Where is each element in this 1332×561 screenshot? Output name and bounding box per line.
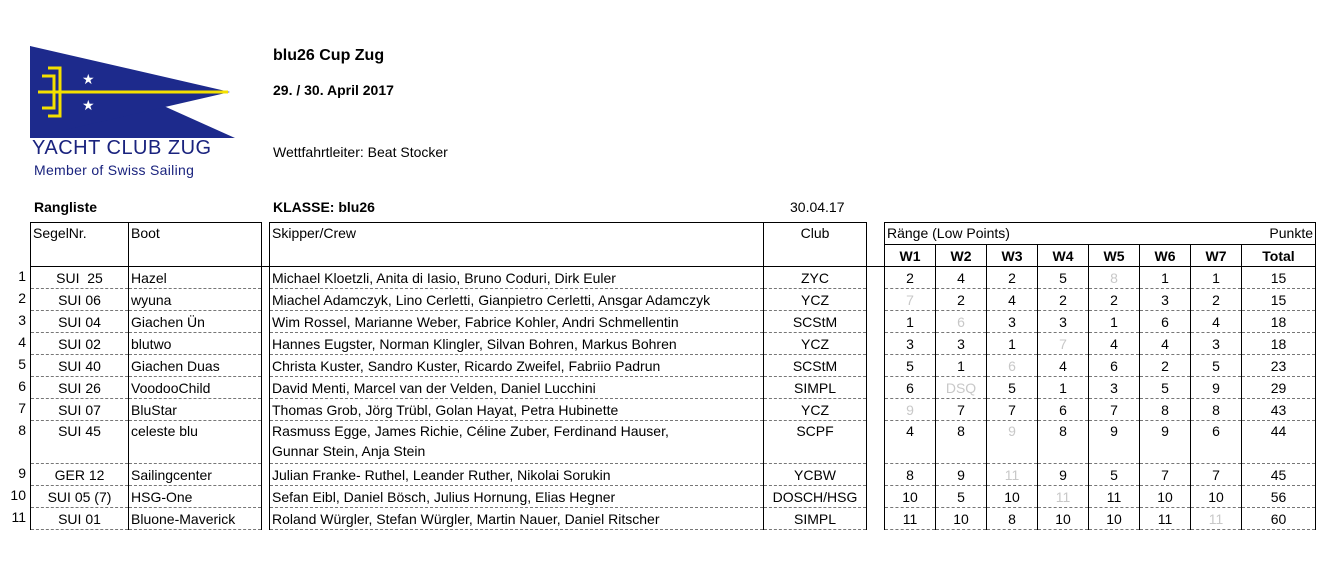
race-result: 4 [987, 289, 1038, 311]
col-header-club: Club [764, 223, 867, 267]
club: SIMPL [764, 508, 867, 530]
race-result: 1 [1191, 267, 1242, 289]
total-points: 44 [1242, 421, 1316, 464]
race-result: 3 [1089, 377, 1140, 399]
race-result: 9 [1089, 421, 1140, 464]
race-result: 6 [885, 377, 936, 399]
row-number: 1 [18, 267, 26, 284]
crew-line: Rasmuss Egge, James Richie, Céline Zuber, Ferdinand Hauser, [272, 423, 669, 439]
logo-subtitle: Member of Swiss Sailing [34, 162, 195, 178]
row-number: 4 [18, 333, 26, 350]
club: YCZ [764, 289, 867, 311]
race-result: 4 [1191, 311, 1242, 333]
race-officer: Wettfahrtleiter: Beat Stocker [273, 144, 448, 160]
crew [270, 399, 764, 421]
race-result: 10 [1089, 508, 1140, 530]
race-result: 3 [1140, 289, 1191, 311]
svg-text:★: ★ [82, 98, 95, 114]
race-result: 10 [1191, 486, 1242, 508]
boat-name: VoodooChild [129, 377, 262, 399]
race-result: 9 [1140, 421, 1191, 464]
race-result: 1 [1140, 267, 1191, 289]
col-header-w4: W4 [1038, 245, 1089, 267]
race-result: 10 [1140, 486, 1191, 508]
race-result: 8 [936, 421, 987, 464]
race-result: 11 [1089, 486, 1140, 508]
race-result: 6 [1191, 421, 1242, 464]
sail-number: SUI 45 [31, 421, 129, 464]
crew [270, 508, 764, 530]
race-result: 9 [936, 464, 987, 486]
yacht-club-logo [30, 46, 235, 138]
col-header-w3: W3 [987, 245, 1038, 267]
table-row [31, 377, 1316, 399]
col-header-w5: W5 [1089, 245, 1140, 267]
crew-line: Wim Rossel, Marianne Weber, Fabrice Kohler, Andri Schmellentin [272, 313, 679, 330]
race-result: 5 [1191, 355, 1242, 377]
row-number: 9 [18, 464, 26, 481]
race-result: 9 [1191, 377, 1242, 399]
race-result: 1 [936, 355, 987, 377]
total-points: 45 [1242, 464, 1316, 486]
sail-number: SUI 04 [31, 311, 129, 333]
race-result: 4 [1140, 333, 1191, 355]
col-header-w1: W1 [885, 245, 936, 267]
race-result: 10 [1038, 508, 1089, 530]
race-result: 2 [987, 267, 1038, 289]
club: SIMPL [764, 377, 867, 399]
total-points: 43 [1242, 399, 1316, 421]
total-points: 18 [1242, 311, 1316, 333]
crew-line: Michael Kloetzli, Anita di Iasio, Bruno Coduri, Dirk Euler [272, 269, 616, 286]
race-result: 4 [1089, 333, 1140, 355]
race-result: DSQ [936, 377, 987, 399]
crew [270, 355, 764, 377]
race-result: 8 [1089, 267, 1140, 289]
sail-number: SUI 01 [31, 508, 129, 530]
col-header-w6: W6 [1140, 245, 1191, 267]
col-header-punkte: Punkte [1242, 223, 1316, 245]
race-result: 7 [936, 399, 987, 421]
logo-club-name: YACHT CLUB ZUG [32, 137, 212, 159]
race-result: 5 [936, 486, 987, 508]
ranking-heading: Rangliste [34, 199, 98, 215]
race-result: 8 [987, 508, 1038, 530]
crew [270, 289, 764, 311]
class-heading: KLASSE: blu26 [273, 199, 375, 215]
race-result: 3 [885, 333, 936, 355]
crew-line: Gunnar Stein, Anja Stein [272, 443, 426, 459]
race-result: 2 [885, 267, 936, 289]
sail-number: SUI 05 (7) [31, 486, 129, 508]
crew-line: Christa Kuster, Sandro Kuster, Ricardo Zweifel, Fabriio Padrun [272, 357, 661, 374]
table-row [31, 333, 1316, 355]
boat-name: Bluone-Maverick [129, 508, 262, 530]
race-result: 9 [1038, 464, 1089, 486]
crew-line: Miachel Adamczyk, Lino Cerletti, Gianpietro Cerletti, Ansgar Adamczyk [272, 291, 711, 308]
total-points: 15 [1242, 267, 1316, 289]
race-result: 3 [1038, 311, 1089, 333]
race-result: 5 [987, 377, 1038, 399]
sail-number: SUI 07 [31, 399, 129, 421]
race-result: 6 [1140, 311, 1191, 333]
race-result: 11 [1191, 508, 1242, 530]
race-result: 7 [885, 289, 936, 311]
row-number: 7 [18, 399, 26, 416]
table-row [31, 464, 1316, 486]
total-points: 23 [1242, 355, 1316, 377]
race-result: 2 [1089, 289, 1140, 311]
club: DOSCH/HSG [764, 486, 867, 508]
boat-name: wyuna [129, 289, 262, 311]
club: SCStM [764, 311, 867, 333]
row-number: 3 [18, 311, 26, 328]
race-result: 7 [1140, 464, 1191, 486]
boat-name: BluStar [129, 399, 262, 421]
sail-number: SUI 06 [31, 289, 129, 311]
club: YCZ [764, 399, 867, 421]
race-result: 3 [1191, 333, 1242, 355]
row-number: 8 [18, 421, 26, 438]
race-result: 9 [885, 399, 936, 421]
crew [270, 267, 764, 289]
row-number: 5 [18, 355, 26, 372]
table-row [31, 289, 1316, 311]
club: ZYC [764, 267, 867, 289]
svg-text:★: ★ [82, 72, 95, 88]
race-result: 6 [1038, 399, 1089, 421]
crew [270, 311, 764, 333]
crew [270, 333, 764, 355]
boat-name: blutwo [129, 333, 262, 355]
race-result: 6 [936, 311, 987, 333]
club: SCPF [764, 421, 867, 464]
race-result: 11 [1038, 486, 1089, 508]
race-result: 1 [1038, 377, 1089, 399]
crew-line: Julian Franke- Ruthel, Leander Ruther, Nikolai Sorukin [272, 466, 611, 483]
list-date: 30.04.17 [790, 199, 845, 215]
crew-line: Roland Würgler, Stefan Würgler, Martin Nauer, Daniel Ritscher [272, 510, 660, 527]
race-result: 3 [987, 311, 1038, 333]
crew-line: David Menti, Marcel van der Velden, Daniel Lucchini [272, 379, 596, 396]
table-row [31, 355, 1316, 377]
total-points: 60 [1242, 508, 1316, 530]
boat-name: Hazel [129, 267, 262, 289]
race-result: 10 [987, 486, 1038, 508]
race-result: 4 [885, 421, 936, 464]
sail-number: SUI 26 [31, 377, 129, 399]
race-result: 8 [1140, 399, 1191, 421]
total-points: 29 [1242, 377, 1316, 399]
race-result: 1 [987, 333, 1038, 355]
crew [270, 421, 764, 464]
race-result: 8 [1038, 421, 1089, 464]
race-result: 2 [936, 289, 987, 311]
row-number: 11 [11, 508, 26, 525]
table-row [31, 421, 1316, 464]
table-row [31, 311, 1316, 333]
col-header-boot: Boot [129, 223, 262, 267]
crew-line: Sefan Eibl, Daniel Bösch, Julius Hornung, Elias Hegner [272, 488, 616, 505]
race-result: 10 [885, 486, 936, 508]
row-number: 6 [18, 377, 26, 394]
race-result: 11 [987, 464, 1038, 486]
col-header-total: Total [1242, 245, 1316, 267]
crew [270, 464, 764, 486]
race-result: 7 [1089, 399, 1140, 421]
club: YCBW [764, 464, 867, 486]
col-header-raenge: Ränge (Low Points) [885, 223, 1191, 245]
crew [270, 377, 764, 399]
race-result: 6 [1089, 355, 1140, 377]
table-row [31, 267, 1316, 289]
race-result: 2 [1038, 289, 1089, 311]
race-result: 11 [885, 508, 936, 530]
boat-name: celeste blu [129, 421, 262, 464]
boat-name: HSG-One [129, 486, 262, 508]
table-row [31, 486, 1316, 508]
crew-line: Hannes Eugster, Norman Klingler, Silvan Bohren, Markus Bohren [272, 335, 677, 352]
event-date: 29. / 30. April 2017 [273, 82, 394, 98]
race-result: 7 [987, 399, 1038, 421]
race-result: 5 [885, 355, 936, 377]
race-result: 8 [1191, 399, 1242, 421]
race-result: 5 [1089, 464, 1140, 486]
col-header-skipper: Skipper/Crew [270, 223, 764, 267]
total-points: 56 [1242, 486, 1316, 508]
race-result: 4 [936, 267, 987, 289]
race-result: 1 [1089, 311, 1140, 333]
race-result: 6 [987, 355, 1038, 377]
boat-name: Giachen Ün [129, 311, 262, 333]
race-result: 7 [1038, 333, 1089, 355]
club: SCStM [764, 355, 867, 377]
sail-number: SUI 25 [31, 267, 129, 289]
crew-line: Thomas Grob, Jörg Trübl, Golan Hayat, Petra Hubinette [272, 401, 619, 418]
race-result: 11 [1140, 508, 1191, 530]
boat-name: Sailingcenter [129, 464, 262, 486]
race-result: 5 [1038, 267, 1089, 289]
boat-name: Giachen Duas [129, 355, 262, 377]
race-result: 4 [1038, 355, 1089, 377]
sail-number: GER 12 [31, 464, 129, 486]
results-table [30, 222, 1316, 530]
row-number: 10 [10, 486, 26, 503]
race-result: 9 [987, 421, 1038, 464]
event-title: blu26 Cup Zug [273, 47, 385, 64]
col-header-w2: W2 [936, 245, 987, 267]
race-result: 5 [1140, 377, 1191, 399]
crew [270, 486, 764, 508]
table-row [31, 508, 1316, 530]
sail-number: SUI 02 [31, 333, 129, 355]
col-header-w7: W7 [1191, 245, 1242, 267]
race-result: 10 [936, 508, 987, 530]
race-result: 2 [1191, 289, 1242, 311]
race-result: 3 [936, 333, 987, 355]
row-number: 2 [18, 289, 26, 306]
col-header-segel: SegelNr. [31, 223, 129, 267]
race-result: 1 [885, 311, 936, 333]
race-result: 8 [885, 464, 936, 486]
race-result: 7 [1191, 464, 1242, 486]
table-row [31, 399, 1316, 421]
total-points: 18 [1242, 333, 1316, 355]
total-points: 15 [1242, 289, 1316, 311]
sail-number: SUI 40 [31, 355, 129, 377]
race-result: 2 [1140, 355, 1191, 377]
club: YCZ [764, 333, 867, 355]
